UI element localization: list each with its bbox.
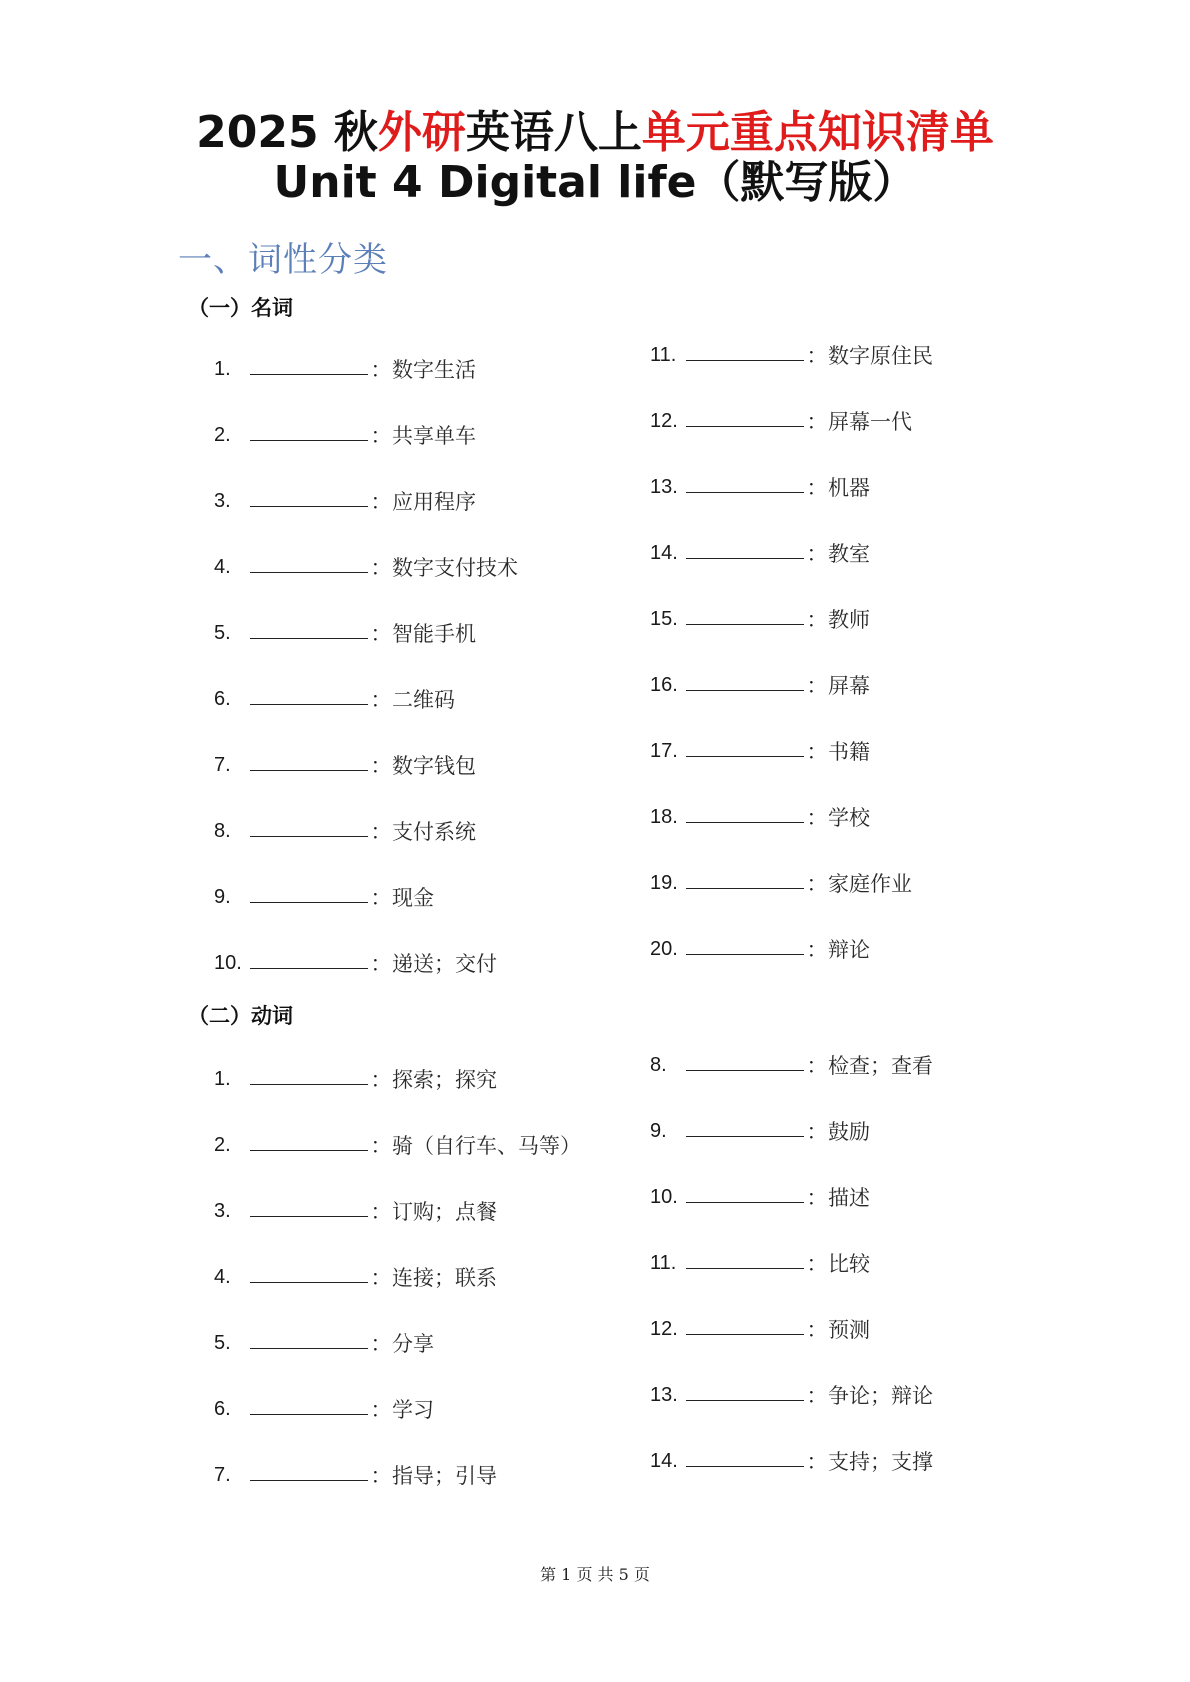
vocab-item — [650, 850, 1080, 916]
item-number: 11. — [650, 1251, 677, 1274]
colon: ： — [370, 1068, 392, 1092]
item-number: 19. — [650, 871, 678, 894]
colon: ： — [806, 542, 828, 566]
item-meaning: 屏幕一代 — [828, 410, 912, 434]
item-number: 14. — [650, 1449, 678, 1472]
answer-blank[interactable] — [250, 484, 368, 507]
item-number: 4. — [214, 555, 231, 578]
colon: ： — [370, 1464, 392, 1488]
item-meaning: 指导；引导 — [392, 1464, 497, 1488]
noun-list-right — [650, 322, 1080, 982]
item-number: 18. — [650, 805, 678, 828]
answer-blank[interactable] — [250, 1062, 368, 1085]
vocab-item — [650, 1098, 1080, 1164]
answer-blank[interactable] — [686, 404, 804, 427]
answer-blank[interactable] — [250, 880, 368, 903]
item-meaning: 数字钱包 — [392, 754, 476, 778]
vocab-item — [650, 916, 1080, 982]
vocab-item — [214, 1376, 644, 1442]
vocab-item — [214, 1442, 644, 1508]
answer-blank[interactable] — [686, 338, 804, 361]
item-number: 16. — [650, 673, 678, 696]
item-meaning: 教室 — [828, 542, 870, 566]
item-meaning: 辩论 — [828, 938, 870, 962]
answer-blank[interactable] — [686, 1114, 804, 1137]
title-part: 英语八上 — [465, 107, 642, 158]
item-meaning: 学校 — [828, 806, 870, 830]
answer-blank[interactable] — [250, 1392, 368, 1415]
vocab-item — [650, 388, 1080, 454]
item-meaning: 检查；查看 — [828, 1054, 933, 1078]
colon: ： — [370, 1134, 392, 1158]
item-number: 1. — [214, 1067, 231, 1090]
colon: ： — [806, 608, 828, 632]
page-title-line1 — [0, 108, 1190, 158]
colon: ： — [806, 1318, 828, 1342]
item-number: 10. — [214, 951, 242, 974]
item-meaning: 支持；支撑 — [828, 1450, 933, 1474]
item-meaning: 比较 — [828, 1252, 870, 1276]
item-number: 12. — [650, 1317, 678, 1340]
answer-blank[interactable] — [686, 536, 804, 559]
vocab-item — [650, 1362, 1080, 1428]
vocab-item — [214, 732, 644, 798]
item-number: 10. — [650, 1185, 678, 1208]
colon: ： — [806, 410, 828, 434]
item-meaning: 数字生活 — [392, 358, 476, 382]
colon: ： — [806, 1450, 828, 1474]
answer-blank[interactable] — [250, 418, 368, 441]
vocab-item — [214, 1046, 644, 1112]
colon: ： — [806, 872, 828, 896]
vocab-item — [650, 1428, 1080, 1494]
vocab-item — [650, 454, 1080, 520]
answer-blank[interactable] — [686, 800, 804, 823]
colon: ： — [370, 622, 392, 646]
item-number: 6. — [214, 1397, 231, 1420]
colon: ： — [806, 1252, 828, 1276]
colon: ： — [370, 1332, 392, 1356]
answer-blank[interactable] — [686, 1378, 804, 1401]
answer-blank[interactable] — [250, 616, 368, 639]
vocab-item — [650, 784, 1080, 850]
noun-subheading: （一）名词 — [188, 296, 293, 320]
vocab-item — [214, 402, 644, 468]
item-meaning: 连接；联系 — [392, 1266, 497, 1290]
vocab-item — [214, 930, 644, 996]
answer-blank[interactable] — [686, 932, 804, 955]
colon: ： — [806, 674, 828, 698]
vocab-item — [650, 1230, 1080, 1296]
answer-blank[interactable] — [250, 1194, 368, 1217]
item-number: 20. — [650, 937, 678, 960]
vocab-item — [214, 798, 644, 864]
answer-blank[interactable] — [250, 682, 368, 705]
answer-blank[interactable] — [686, 734, 804, 757]
item-meaning: 分享 — [392, 1332, 434, 1356]
colon: ： — [806, 476, 828, 500]
item-number: 9. — [650, 1119, 667, 1142]
item-number: 11. — [650, 343, 677, 366]
item-number: 7. — [214, 1463, 231, 1486]
answer-blank[interactable] — [250, 1326, 368, 1349]
answer-blank[interactable] — [250, 1458, 368, 1481]
item-meaning: 家庭作业 — [828, 872, 912, 896]
answer-blank[interactable] — [686, 1444, 804, 1467]
item-meaning: 争论；辩论 — [828, 1384, 933, 1408]
verb-subheading: （二）动词 — [188, 1004, 293, 1028]
answer-blank[interactable] — [686, 866, 804, 889]
colon: ： — [806, 1186, 828, 1210]
colon: ： — [806, 344, 828, 368]
answer-blank[interactable] — [686, 668, 804, 691]
item-meaning: 递送；交付 — [392, 952, 497, 976]
answer-blank[interactable] — [250, 748, 368, 771]
item-meaning: 数字原住民 — [828, 344, 933, 368]
colon: ： — [370, 556, 392, 580]
answer-blank[interactable] — [686, 1048, 804, 1071]
colon: ： — [370, 820, 392, 844]
vocab-item — [650, 1164, 1080, 1230]
item-number: 8. — [214, 819, 231, 842]
item-meaning: 探索；探究 — [392, 1068, 497, 1092]
item-number: 2. — [214, 1133, 231, 1156]
section-heading: 一、词性分类 — [178, 240, 388, 280]
vocab-item — [214, 600, 644, 666]
vocab-item — [214, 336, 644, 402]
item-number: 13. — [650, 1383, 678, 1406]
verb-list-left — [214, 1046, 644, 1508]
item-meaning: 订购；点餐 — [392, 1200, 497, 1224]
item-number: 5. — [214, 621, 231, 644]
item-number: 14. — [650, 541, 678, 564]
item-meaning: 机器 — [828, 476, 870, 500]
item-number: 7. — [214, 753, 231, 776]
item-meaning: 智能手机 — [392, 622, 476, 646]
colon: ： — [370, 490, 392, 514]
vocab-item — [214, 1244, 644, 1310]
item-meaning: 描述 — [828, 1186, 870, 1210]
page-title-line2: Unit 4 Digital life（默写版） — [273, 157, 917, 208]
vocab-item — [214, 534, 644, 600]
colon: ： — [370, 358, 392, 382]
colon: ： — [370, 424, 392, 448]
item-number: 2. — [214, 423, 231, 446]
answer-blank[interactable] — [686, 602, 804, 625]
item-number: 13. — [650, 475, 678, 498]
colon: ： — [806, 938, 828, 962]
vocab-item — [650, 1296, 1080, 1362]
noun-list-left — [214, 336, 644, 996]
item-number: 12. — [650, 409, 678, 432]
title-part: 单元重点知识清单 — [641, 107, 994, 158]
colon: ： — [370, 952, 392, 976]
colon: ： — [370, 688, 392, 712]
item-meaning: 屏幕 — [828, 674, 870, 698]
vocab-item — [650, 652, 1080, 718]
colon: ： — [370, 886, 392, 910]
item-meaning: 二维码 — [392, 688, 455, 712]
item-meaning: 鼓励 — [828, 1120, 870, 1144]
item-meaning: 学习 — [392, 1398, 434, 1422]
answer-blank[interactable] — [250, 946, 368, 969]
answer-blank[interactable] — [686, 1180, 804, 1203]
colon: ： — [806, 806, 828, 830]
vocab-item — [650, 1032, 1080, 1098]
item-meaning: 书籍 — [828, 740, 870, 764]
item-number: 5. — [214, 1331, 231, 1354]
vocab-item — [214, 666, 644, 732]
title-part: 外研 — [377, 107, 466, 158]
vocab-item — [214, 1178, 644, 1244]
colon: ： — [806, 1120, 828, 1144]
colon: ： — [370, 754, 392, 778]
page-footer: 第 1 页 共 5 页 — [540, 1565, 650, 1584]
item-meaning: 共享单车 — [392, 424, 476, 448]
answer-blank[interactable] — [686, 1312, 804, 1335]
item-meaning: 现金 — [392, 886, 434, 910]
item-meaning: 应用程序 — [392, 490, 476, 514]
answer-blank[interactable] — [686, 1246, 804, 1269]
item-number: 15. — [650, 607, 678, 630]
answer-blank[interactable] — [686, 470, 804, 493]
item-number: 9. — [214, 885, 231, 908]
colon: ： — [806, 1054, 828, 1078]
item-meaning: 预测 — [828, 1318, 870, 1342]
item-number: 3. — [214, 1199, 231, 1222]
item-meaning: 骑（自行车、马等） — [392, 1134, 581, 1158]
answer-blank[interactable] — [250, 1260, 368, 1283]
vocab-item — [214, 1112, 644, 1178]
colon: ： — [806, 740, 828, 764]
item-number: 6. — [214, 687, 231, 710]
colon: ： — [370, 1266, 392, 1290]
answer-blank[interactable] — [250, 1128, 368, 1151]
item-meaning: 支付系统 — [392, 820, 476, 844]
answer-blank[interactable] — [250, 352, 368, 375]
vocab-item — [214, 468, 644, 534]
title-part: 2025 秋 — [196, 107, 378, 158]
colon: ： — [370, 1200, 392, 1224]
vocab-item — [650, 520, 1080, 586]
item-number: 17. — [650, 739, 678, 762]
colon: ： — [370, 1398, 392, 1422]
answer-blank[interactable] — [250, 550, 368, 573]
vocab-item — [650, 718, 1080, 784]
vocab-item — [214, 1310, 644, 1376]
vocab-item — [650, 586, 1080, 652]
vocab-item — [650, 322, 1080, 388]
item-number: 8. — [650, 1053, 667, 1076]
item-meaning: 数字支付技术 — [392, 556, 518, 580]
item-number: 4. — [214, 1265, 231, 1288]
item-number: 1. — [214, 357, 231, 380]
vocab-item — [214, 864, 644, 930]
verb-list-right — [650, 1032, 1080, 1494]
answer-blank[interactable] — [250, 814, 368, 837]
colon: ： — [806, 1384, 828, 1408]
item-meaning: 教师 — [828, 608, 870, 632]
item-number: 3. — [214, 489, 231, 512]
